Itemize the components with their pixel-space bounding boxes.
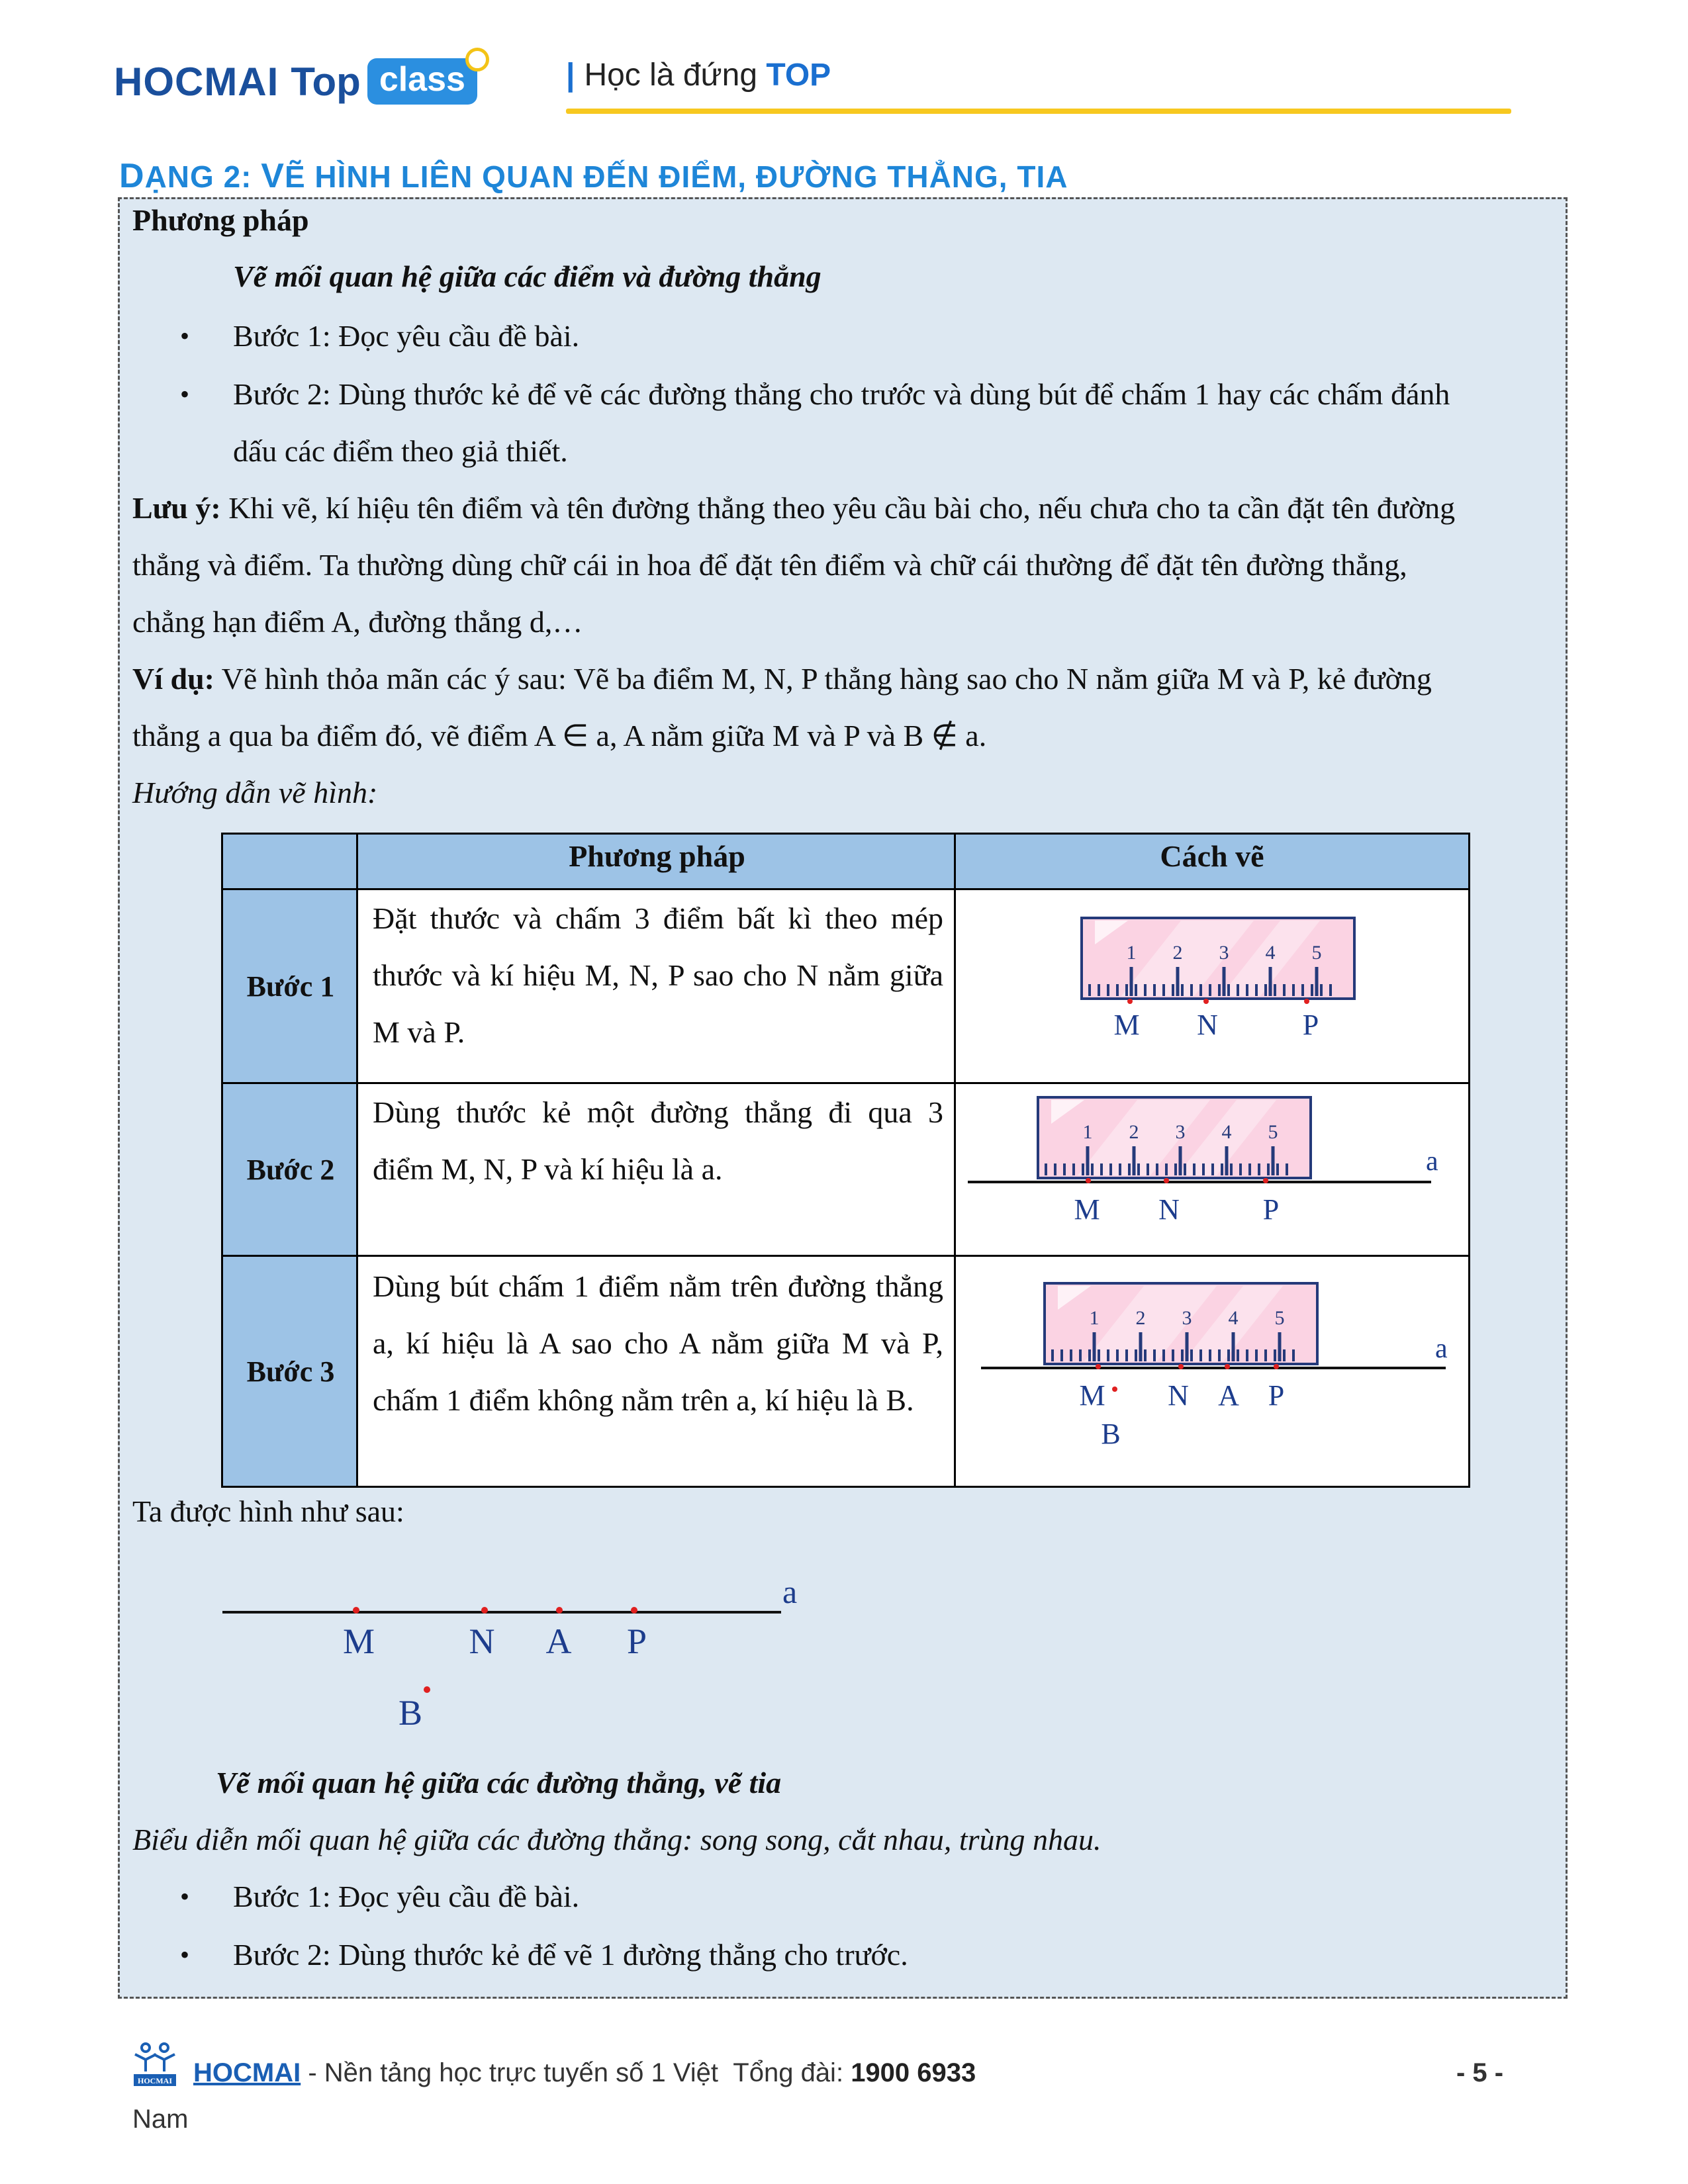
point-P (631, 1607, 637, 1614)
ruler-number: 2 (1129, 1121, 1139, 1143)
footer-brand-link[interactable]: HOCMAI (193, 2058, 301, 2087)
footer-wrap: Nam (132, 2105, 189, 2134)
step2-line1: Bước 2: Dùng thước kẻ để vẽ các đường thẳng cho trước và dùng bút để chấm 1 hay các chấm đánh (233, 377, 1450, 411)
label-a: a (1435, 1334, 1448, 1364)
ruler-3 (1045, 1283, 1317, 1364)
header-divider (566, 109, 1511, 114)
label-P: P (626, 1621, 647, 1661)
logo-hocmai-text: HOCMAI (114, 59, 279, 104)
point-N (1164, 1178, 1169, 1183)
drawing-step1 (956, 890, 1468, 1082)
point-B (1112, 1387, 1117, 1392)
section-title-rest1: ẠNG 2: (144, 159, 261, 194)
footer-line (193, 2058, 976, 2088)
ruler-number: 3 (1219, 942, 1229, 964)
hocmai-small-logo (132, 2041, 179, 2090)
method-heading: Phương pháp (132, 203, 309, 237)
logo-top-text: Top (291, 59, 361, 104)
point-P (1263, 1178, 1268, 1183)
label-P: P (1262, 1193, 1280, 1226)
label-N: N (1158, 1193, 1180, 1226)
row2-text: Dùng thước kẻ một đường thẳng đi qua 3 điểm M, N, P và kí hiệu là a. (373, 1095, 943, 1186)
point-M (353, 1607, 359, 1614)
hocmai-topclass-logo (114, 52, 477, 111)
ruler-number: 5 (1311, 942, 1322, 964)
steps-table (221, 833, 1470, 1488)
ruler-number: 3 (1175, 1121, 1186, 1143)
drawing-step3 (956, 1257, 1468, 1486)
step2b-text: Bước 2: Dùng thước kẻ để vẽ 1 đường thẳng cho trước. (233, 1938, 908, 1972)
step2-line2: dấu các điểm theo giả thiết. (233, 434, 568, 468)
row1-text: Đặt thước và chấm 3 điểm bất kì theo mép thước và kí hiệu M, N, P sao cho N nằm giữa M và P. (373, 901, 943, 1049)
note-line2: thẳng và điểm. Ta thường dùng chữ cái in hoa để đặt tên điểm và chữ cái thường để đặt tên đường thẳng, (132, 548, 1407, 582)
label-B: B (1101, 1418, 1121, 1450)
ruler-number: 1 (1089, 1307, 1100, 1329)
logo-class-badge (367, 58, 477, 105)
footer-hotline: 1900 6933 (851, 2058, 976, 2087)
example-line2: thẳng a qua ba điểm đó, vẽ điểm A ∈ a, A nằm giữa M và P và B ∉ a. (132, 719, 987, 752)
example-text1: Vẽ hình thỏa mãn các ý sau: Vẽ ba điểm M, N, P thẳng hàng sao cho N nằm giữa M và P, kẻ đường (214, 662, 1432, 696)
ruler-number: 5 (1274, 1307, 1285, 1329)
label-B: B (398, 1693, 423, 1733)
footer-hotline-label: Tổng đài: (733, 2058, 844, 2087)
result-figure (212, 1562, 821, 1754)
slogan-text: Học là đứng (584, 58, 758, 93)
point-N (481, 1607, 488, 1614)
subheading-points-lines: Vẽ mối quan hệ giữa các điểm và đường thẳng (233, 259, 821, 293)
point-A (556, 1607, 563, 1614)
ruler-ticks (1090, 984, 1331, 996)
label-N: N (1168, 1379, 1189, 1412)
point-N (1203, 999, 1209, 1004)
label-P: P (1268, 1379, 1285, 1412)
row3-text: Dùng bút chấm 1 điểm nằm trên đường thẳng a, kí hiệu là A sao cho A nằm giữa M và P, chấm 1 điểm không nằm trên a, kí hiệu là B. (373, 1269, 943, 1417)
label-a: a (1426, 1146, 1438, 1177)
sun-icon (465, 48, 489, 71)
ruler-number: 5 (1268, 1121, 1278, 1143)
point-N (1178, 1364, 1184, 1369)
page-number: - 5 - (1456, 2058, 1504, 2087)
label-A: A (545, 1621, 572, 1661)
label-M: M (1074, 1193, 1100, 1226)
bullet: • (180, 1940, 190, 1970)
ruler-2 (1038, 1097, 1311, 1178)
label-M: M (1079, 1379, 1105, 1412)
header-draw: Cách vẽ (1160, 839, 1264, 873)
ruler-number: 4 (1221, 1121, 1232, 1143)
table-vline (356, 835, 358, 1486)
section-title-v: V (261, 157, 285, 195)
point-A (1225, 1364, 1230, 1369)
point-B (424, 1686, 430, 1693)
result-text: Ta được hình như sau: (132, 1494, 404, 1528)
header-method: Phương pháp (569, 839, 745, 873)
label-P: P (1302, 1009, 1319, 1041)
slogan (566, 57, 831, 93)
note-label: Lưu ý: (132, 491, 221, 525)
example-label: Ví dụ: (132, 662, 214, 696)
ruler-number: 1 (1082, 1121, 1093, 1143)
point-M (1096, 1364, 1101, 1369)
ruler-number: 2 (1172, 942, 1183, 964)
section-title-d: D (119, 157, 145, 195)
note-text1: Khi vẽ, kí hiệu tên điểm và tên đường thẳng theo yêu cầu bài cho, nếu chưa cho ta cần đặt tên đường (220, 491, 1456, 525)
note-line1 (132, 488, 1556, 528)
drawing-step2 (956, 1084, 1468, 1255)
label-N: N (1197, 1009, 1218, 1041)
ruler-number: 1 (1126, 942, 1137, 964)
label-A: A (1218, 1379, 1239, 1412)
step1-text: Bước 1: Đọc yêu cầu đề bài. (233, 319, 580, 353)
subheading-lines-rays: Vẽ mối quan hệ giữa các đường thẳng, vẽ tia (216, 1766, 782, 1799)
slogan-bar: | (566, 58, 575, 93)
ruler-1 (1082, 918, 1354, 999)
small-logo-text: HOCMAI (138, 2076, 172, 2085)
ruler-ticks (1053, 1349, 1293, 1361)
logo-class-text: class (379, 60, 465, 99)
label-a: a (782, 1573, 798, 1610)
footer-tagline: - Nền tảng học trực tuyến số 1 Việt (301, 2058, 719, 2087)
note-line3: chẳng hạn điểm A, đường thẳng d,… (132, 605, 583, 639)
ruler-ticks (1046, 1163, 1287, 1175)
bullet: • (180, 1882, 190, 1911)
slogan-top: TOP (766, 58, 831, 93)
ruler-number: 2 (1135, 1307, 1146, 1329)
ruler-number: 4 (1228, 1307, 1239, 1329)
guide-heading: Hướng dẫn vẽ hình: (132, 776, 378, 809)
section-title-rest2: Ẽ HÌNH LIÊN QUAN ĐẾN ĐIỂM, ĐƯỜNG THẲNG, TIA (284, 159, 1068, 194)
row2-step: Bước 2 (246, 1153, 335, 1186)
point-M (1127, 999, 1133, 1004)
point-M (1086, 1178, 1091, 1183)
bullet: • (180, 379, 190, 409)
label-N: N (469, 1621, 495, 1661)
point-P (1304, 999, 1309, 1004)
row3-step: Bước 3 (246, 1355, 335, 1388)
bullet: • (180, 321, 190, 351)
row1-step: Bước 1 (246, 970, 335, 1003)
section-title (119, 156, 1068, 196)
step1b-text: Bước 1: Đọc yêu cầu đề bài. (233, 1880, 580, 1913)
point-P (1274, 1364, 1279, 1369)
ruler-number: 3 (1182, 1307, 1192, 1329)
label-M: M (342, 1621, 375, 1661)
label-M: M (1113, 1009, 1140, 1041)
subheading-desc: Biểu diễn mối quan hệ giữa các đường thẳng: song song, cắt nhau, trùng nhau. (132, 1823, 1102, 1856)
example-line1 (132, 659, 1556, 699)
ruler-number: 4 (1265, 942, 1276, 964)
